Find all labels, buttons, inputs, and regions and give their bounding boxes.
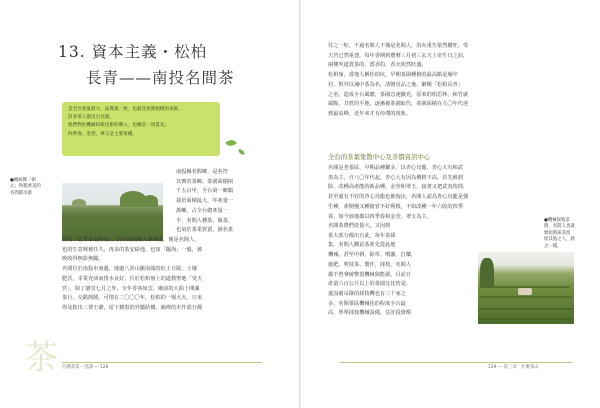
text-line: 也氣於茶業貿賣，園名茶	[176, 227, 234, 234]
text-line: 天宮已然重建，每年香期到農曆三月初三玄天上帝生日之前，	[328, 52, 469, 59]
section-heading: 全台的茶葉集散中心及茶價資訊中心	[328, 153, 431, 161]
text-line: 除，改種高產能的新品種，金萱和翠玉，接著又把武夷按掉，	[328, 184, 469, 191]
caption-line: ●總統牌「朝	[10, 178, 36, 183]
text-line: 名間位於南投市南邊，地處八卦山脈南端的紅土丘陵，土壤	[62, 266, 197, 273]
title-line-1: 13. 資本主義・松柏	[58, 43, 208, 61]
text-line: 千五百甲，全台第一鄉鎮	[176, 188, 234, 195]
text-line: 松柏嶺，當地人稱松柏坑，早期茶園種植的最高點是埔中	[328, 72, 458, 79]
tree-shape	[142, 195, 158, 207]
tea-watermark-glyph: 茶	[24, 338, 58, 378]
text-line: 栽培面積最大，年產量一	[176, 198, 234, 205]
footer-left: 台灣茶第一堂課 — 128	[62, 365, 109, 370]
caption-line: 元」和稻香美的	[10, 184, 41, 190]
quote-line: 他們對於機械和新技術的導入，也總是一馬當先。	[68, 123, 170, 129]
text-line: 夷為主，自八〇年代起，青心大有因為價格不高，首先被剷	[328, 174, 463, 181]
quote-line: 許多茶人都出自名間，	[68, 115, 114, 121]
caption-line: 給其他之人，熱	[544, 237, 575, 243]
text-line: 南投縣名間鄉，是名符	[176, 169, 228, 175]
harvester-shape	[518, 288, 532, 295]
text-line: 吸收得無影無蹤。	[62, 256, 104, 263]
text-line: 集，名間人購買茶產先從此地	[328, 242, 396, 249]
text-line: 多，名間茶區機械化的程度全台最	[328, 300, 406, 307]
text-line: 村。對外以埔中茶為名，清朝貢品之後，御賜「松柏長青」	[328, 81, 463, 88]
leaf-icon	[225, 138, 237, 148]
caption-line: 之一樣。	[544, 243, 562, 249]
text-line: 付之一炬，不過名間人不愧是名間人，浴火重生依然鍵旺，受	[328, 43, 469, 49]
left-body-top	[176, 168, 233, 236]
tree-shape	[72, 199, 86, 207]
text-line: 高，單單揉枝機械設備，估計投資額	[328, 310, 412, 317]
tea-row	[478, 318, 574, 320]
footer-rule	[340, 362, 572, 363]
text-line: 茶行，交錯熱鬧。可惜在二〇〇〇年，松柏的一場大火，只來	[62, 295, 203, 302]
caption-line: 名間都市最	[10, 190, 32, 196]
text-line: 萬噸，占全台總產量一	[176, 207, 228, 214]
left-body-bottom	[62, 236, 202, 314]
tea-row	[480, 296, 572, 298]
text-line: 施肥、剪枝茶、製作，揉枝，名間人	[328, 261, 412, 268]
text-line: 茶大部分都出自此，每年茶採	[328, 232, 396, 239]
text-line: 肥沃，本業充沛而排水良好，位於松柏嶺上的道教聖地「受天	[62, 275, 203, 282]
right-body-bottom	[328, 222, 416, 319]
caption-line: 園，名間人也就	[544, 224, 575, 230]
text-line: 其實的茶鄉。茶園面積兩	[176, 178, 234, 185]
text-line: 名間是老茶區，早期品種繁多，以青心烏龍、青心大有和武	[328, 165, 463, 171]
text-line: 宮」，除了膳堂七月之外，全年香客如雲，廟前的大曲上開滿	[62, 285, 200, 292]
leaf-icon	[238, 149, 246, 155]
text-line: 名間茶農們產量大，又因熱	[328, 223, 391, 229]
tea-row	[478, 308, 574, 310]
text-line: 機械。甚至中耕、除草、噴灑、打藥，	[328, 252, 417, 259]
text-line: 產量六百公斤以上的茶園比比皆是，	[328, 281, 412, 288]
tree-shape	[480, 258, 494, 288]
text-line: 生種，產期慢又種搶省不好利根，不如改種一年六收的四季	[328, 203, 463, 210]
text-line: 春，如今該地都以四季春和金萱、翠玉為主。	[328, 213, 432, 220]
footer-right: 129 — 第三章 什麼茶山	[488, 365, 539, 370]
text-line: 得及救出三尊王爺，留下燒黑的外牆結構，廟裡的木作部分都	[62, 304, 203, 311]
photo-caption-left	[10, 178, 58, 197]
text-line: 兩側夾道賣茶的、賣香的，香火依然旺盛。	[328, 62, 427, 69]
highlight-quote-box	[62, 102, 220, 156]
quote-line: 是全台產量最大、品質最一致，也最具經濟規模的茶區，	[68, 107, 183, 112]
right-body-top	[328, 42, 468, 120]
right-body-mid	[328, 164, 468, 222]
text-line: 還設備吊掛的揉枝機也有三十家之	[328, 290, 406, 297]
tea-field-photo	[62, 183, 163, 241]
photo-caption-right	[544, 218, 594, 250]
footer-rule	[62, 362, 262, 363]
left-page	[0, 0, 299, 408]
text-line: 到最高峰，近年來才有停滯的現象。	[328, 110, 412, 117]
text-line: 界的「北華泰南神南」，其中的南鄉大庫神南，便是名間人，	[62, 237, 200, 243]
text-line: 風點，甘蔗的平地，逐漸被茶園取代，茶園面積在九〇年代達	[328, 101, 469, 108]
chapter-title	[58, 40, 278, 88]
title-line-2: 長青——南投名間茶	[86, 69, 235, 87]
caption-line: 無煩將採茶留	[544, 230, 571, 236]
text-line: 也的生意興被任久，再多的茶安給他，也如「擺海」一般，被	[62, 246, 203, 253]
text-line: 半，名間人種茶、做茶，	[176, 217, 234, 224]
text-line: 之名，造成全台風靡，茶園急速擴充，原來的相思林、和竹就	[328, 91, 469, 98]
text-line: 甚至還有不好的青心烏龍也被淘汰，名間人認為青心烏龍是強	[328, 194, 469, 201]
caption-line: ●機械採收茶	[544, 218, 570, 223]
machine-harvest-photo	[478, 252, 574, 324]
quote-line: 四季春、金萱、翠玉是主要茶種。	[68, 131, 137, 137]
text-line: 都不曾拿破幣置機械與能源。目前日	[328, 271, 412, 278]
